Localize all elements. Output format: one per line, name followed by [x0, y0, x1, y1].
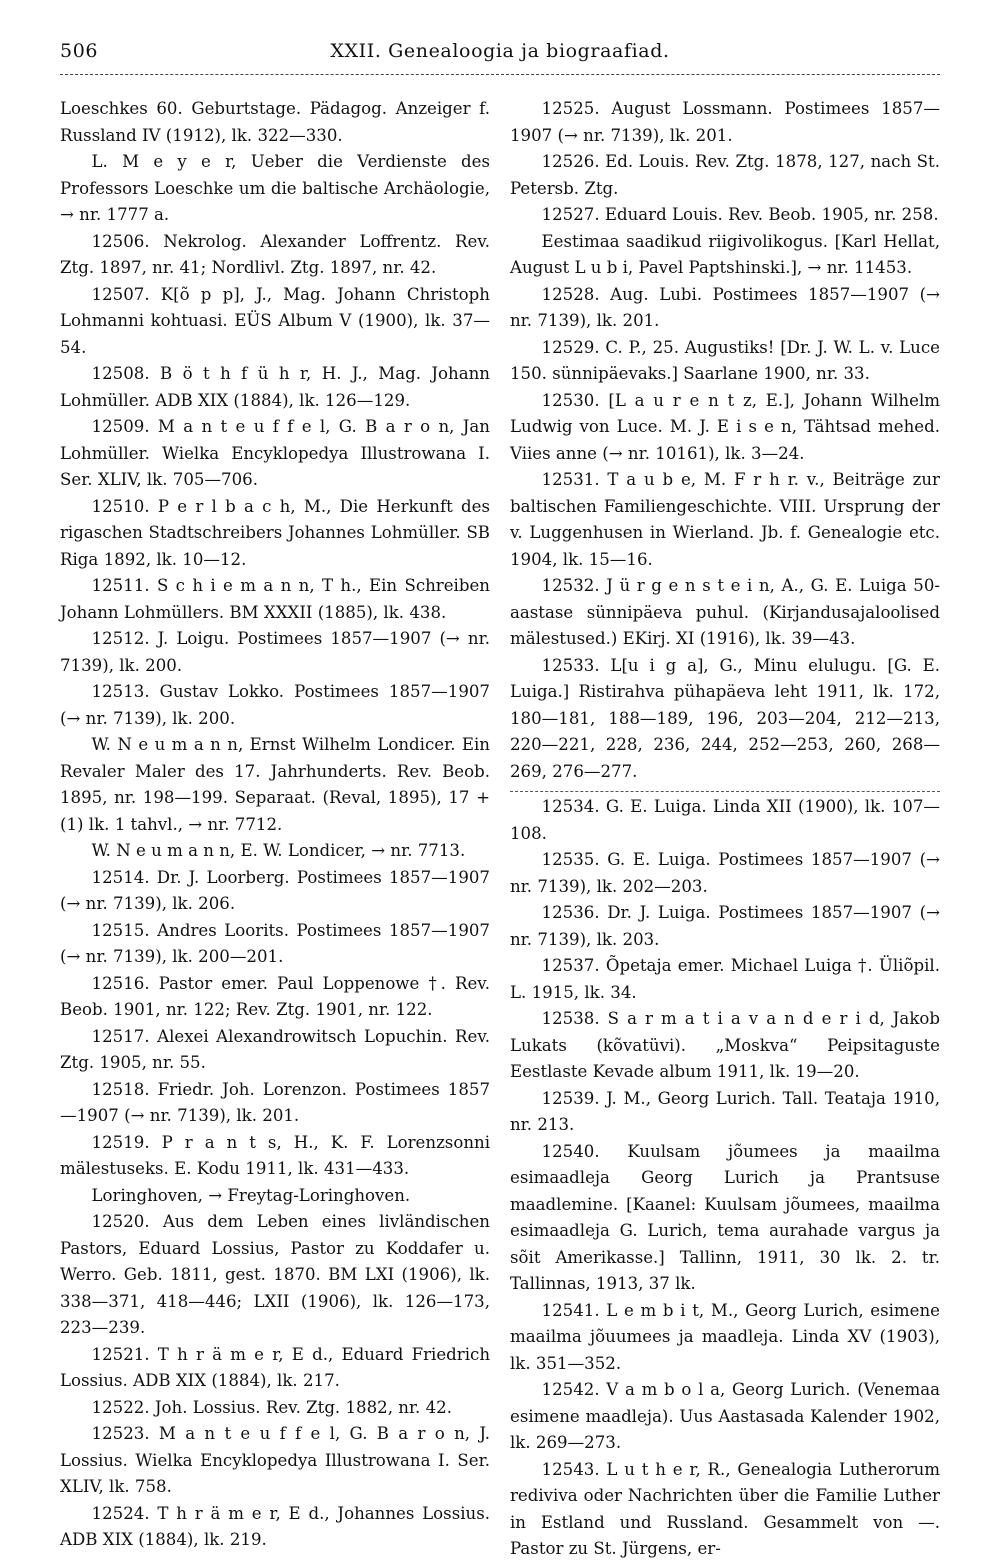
entry: 12511. S c h i e m a n n, T h., Ein Schreiben Johann Lohmüllers. BM XXXII (1885), lk. 438.: [60, 576, 490, 622]
entry: 12529. C. P., 25. Augustiks! [Dr. J. W. L. v. Luce 150. sünnipäevaks.] Saarlane 1900, nr. 33.: [510, 337, 940, 383]
entry: 12506. Nekrolog. Alexander Loffrentz. Rev. Ztg. 1897, nr. 41; Nordlivl. Ztg. 1897, nr. 42.: [60, 231, 490, 277]
page-header: [60, 40, 940, 76]
entry: 12543. L u t h e r, R., Genealogia Lutherorum rediviva oder Nachrichten über die Familie Luther in Estland und Russland. Gesammelt von —. Pastor zu St. Jürgens, er-: [510, 1459, 940, 1558]
entry: 12538. S a r m a t i a v a n d e r i d, Jakob Lukats (kõvatüvi). „Moskva“ Peipsitaguste Eestlaste Kevade album 1911, lk. 19—20.: [510, 1009, 940, 1081]
page-number: 506: [60, 40, 99, 62]
entry: W. N e u m a n n, Ernst Wilhelm Londicer. Ein Revaler Maler des 17. Jahrhunderts. Rev. Beob. 1895, nr. 198—199. Separaat. (Reval, 1895), 17 + (1) lk. 1 tahvl., → nr. 7712.: [60, 735, 490, 834]
entry: 12533. L[u i g a], G., Minu elulugu. [G. E. Luiga.] Ristirahva pühapäeva leht 1911, lk. 172, 180—181, 188—189, 196, 203—204, 212—213, 220—221, 228, 236, 244, 252—253, 260, 268—269, 276—277.: [510, 655, 940, 781]
entry: 12537. Õpetaja emer. Michael Luiga †. Üliõpil. L. 1915, lk. 34.: [510, 956, 940, 1002]
entry: 12542. V a m b o l a, Georg Lurich. (Venemaa esimene maadleja). Uus Aastasada Kalender 1902, lk. 269—273.: [510, 1380, 940, 1452]
entry: 12535. G. E. Luiga. Postimees 1857—1907 (→ nr. 7139), lk. 202—203.: [510, 850, 940, 896]
entry: 12528. Aug. Lubi. Postimees 1857—1907 (→ nr. 7139), lk. 201.: [510, 284, 940, 330]
entry: Eestimaa saadikud riigivolikogus. [Karl Hellat, August L u b i, Pavel Paptshinski.], → nr. 11453.: [510, 231, 940, 277]
entry: 12536. Dr. J. Luiga. Postimees 1857—1907 (→ nr. 7139), lk. 203.: [510, 903, 940, 949]
entry: 12518. Friedr. Joh. Lorenzon. Postimees 1857—1907 (→ nr. 7139), lk. 201.: [60, 1079, 490, 1125]
entry: 12525. August Lossmann. Postimees 1857—1907 (→ nr. 7139), lk. 201.: [510, 99, 940, 145]
entry: 12522. Joh. Lossius. Rev. Ztg. 1882, nr. 42.: [91, 1397, 452, 1417]
entry: 12520. Aus dem Leben eines livländischen Pastors, Eduard Lossius, Pastor zu Koddafer u. Werro. Geb. 1811, gest. 1870. BM LXI (1906), lk. 338—371, 418—446; LXII (1906), lk. 126—173, 223—239.: [60, 1212, 490, 1337]
entry: 12507. K[õ p p], J., Mag. Johann Christoph Lohmanni kohtuasi. EÜS Album V (1900), lk. 37—54.: [60, 284, 490, 357]
entry: 12514. Dr. J. Loorberg. Postimees 1857—1907 (→ nr. 7139), lk. 206.: [60, 867, 490, 913]
entry: 12530. [L a u r e n t z, E.], Johann Wilhelm Ludwig von Luce. M. J. E i s e n, Tähtsad mehed. Viies anne (→ nr. 10161), lk. 3—24.: [510, 390, 940, 463]
entry: 12539. J. M., Georg Lurich. Tall. Teataja 1910, nr. 213.: [510, 1088, 940, 1134]
entry: 12508. B ö t h f ü h r, H. J., Mag. Johann Lohmüller. ADB XIX (1884), lk. 126—129.: [60, 364, 490, 410]
entry: L. M e y e r, Ueber die Verdienste des Professors Loeschke um die baltische Archäologie, → nr. 1777 a.: [60, 152, 490, 224]
entry: 12532. J ü r g e n s t e i n, A., G. E. Luiga 50-aastase sünnipäeva puhul. (Kirjandusajaloolised mälestused.) EKirj. XI (1916), lk. 39—43.: [510, 576, 940, 648]
entry: 12523. M a n t e u f f e l, G. B a r o n, J. Lossius. Wielka Encyklopedya Illustrowana I. Ser. XLIV, lk. 758.: [60, 1424, 490, 1496]
entry: 12541. L e m b i t, M., Georg Lurich, esimene maailma jõuumees ja maadleja. Linda XV (1903), lk. 351—352.: [510, 1300, 940, 1373]
section-title: XXII. Genealoogia ja biograafiad.: [330, 40, 670, 62]
entry: 12510. P e r l b a c h, M., Die Herkunft des rigaschen Stadtschreibers Johannes Lohmüller. SB Riga 1892, lk. 10—12.: [60, 496, 490, 569]
entry: 12509. M a n t e u f f e l, G. B a r o n, Jan Lohmüller. Wielka Encyklopedya Illustrowana I. Ser. XLIV, lk. 705—706.: [60, 417, 490, 489]
entry: 12515. Andres Loorits. Postimees 1857—1907 (→ nr. 7139), lk. 200—201.: [60, 920, 490, 966]
entry: 12513. Gustav Lokko. Postimees 1857—1907 (→ nr. 7139), lk. 200.: [60, 682, 490, 728]
entry: 12521. T h r ä m e r, E d., Eduard Friedrich Lossius. ADB XIX (1884), lk. 217.: [60, 1344, 490, 1390]
entry: Loringhoven, → Freytag-Loringhoven.: [91, 1185, 411, 1205]
entry: 12540. Kuulsam jõumees ja maailma esimaadleja Georg Lurich ja Prantsuse maadlemine. [Kaanel: Kuulsam jõumees, maailma esimaadleja G. Lurich, tema aurahade vargus ja sõit Amerikasse.] Tallinn, 1911, 30 lk. 2. tr. Tallinnas, 1913, 37 lk.: [510, 1141, 940, 1293]
right-column: [510, 96, 940, 1563]
entry: 12531. T a u b e, M. F r h r. v., Beiträge zur baltischen Familiengeschichte. VIII. Ursprung der v. Luggenhusen in Wierland. Jb. f. Genealogie etc. 1904, lk. 15—16.: [510, 470, 940, 569]
entry: 12517. Alexei Alexandrowitsch Lopuchin. Rev. Ztg. 1905, nr. 55.: [60, 1026, 490, 1072]
entry: 12524. T h r ä m e r, E d., Johannes Lossius. ADB XIX (1884), lk. 219.: [60, 1503, 490, 1549]
entry: W. N e u m a n n, E. W. Londicer, → nr. 7713.: [91, 841, 466, 860]
column-divider: [510, 791, 940, 792]
entry: 12516. Pastor emer. Paul Loppenowe †. Rev. Beob. 1901, nr. 122; Rev. Ztg. 1901, nr. 122.: [60, 973, 490, 1019]
header-rule: [60, 74, 940, 75]
entry: 12526. Ed. Louis. Rev. Ztg. 1878, 127, nach St. Petersb. Ztg.: [510, 152, 940, 198]
entry: 12527. Eduard Louis. Rev. Beob. 1905, nr. 258.: [541, 205, 939, 224]
entry: 12519. P r a n t s, H., K. F. Lorenzsonni mälestuseks. E. Kodu 1911, lk. 431—433.: [60, 1132, 490, 1178]
left-column: [60, 96, 490, 1554]
entry: 12512. J. Loigu. Postimees 1857—1907 (→ nr. 7139), lk. 200.: [60, 629, 490, 675]
entry: Loeschkes 60. Geburtstage. Pädagog. Anzeiger f. Russland IV (1912), lk. 322—330.: [60, 99, 490, 145]
entry: 12534. G. E. Luiga. Linda XII (1900), lk. 107—108.: [510, 797, 940, 843]
